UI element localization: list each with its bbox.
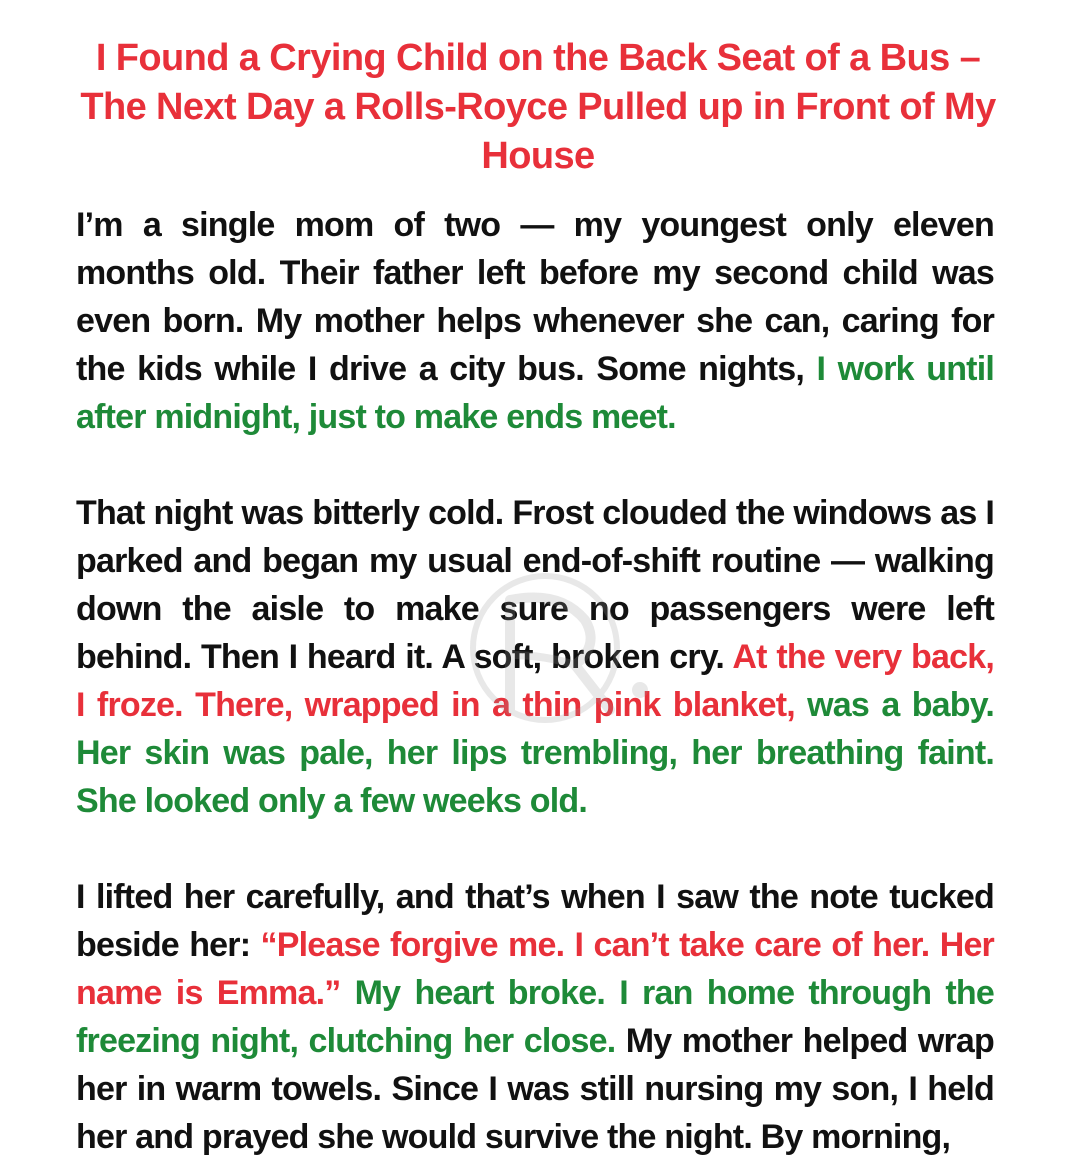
text-segment-black: I’m a single mom of two — my youngest only eleven months old. Their father left before my second child was even born. My mother helps whenever she can, caring for the kids while I drive a city bus. Some nights, xyxy=(76,206,994,388)
article-title: I Found a Crying Child on the Back Seat of a Bus – The Next Day a Rolls-Royce Pulled up in Front of My House xyxy=(80,37,996,177)
text-segment-red: “Please forgive me. I can’t take care of her. Her name is Emma.” xyxy=(76,926,994,1012)
text-segment-green: was a baby. Her skin was pale, her lips trembling, her breathing faint. She looked only a few weeks old. xyxy=(76,686,994,820)
text-segment-green: I work until after midnight, just to make ends meet. xyxy=(76,350,994,436)
article-paragraph xyxy=(76,873,994,1161)
article-paragraph xyxy=(76,201,994,441)
article-paragraph xyxy=(76,489,994,825)
text-segment-black: My mother helped wrap her in warm towels. Since I was still nursing my son, I held her and prayed she would survive the night. By morning, xyxy=(76,1022,994,1156)
text-segment-black: That night was bitterly cold. Frost clouded the windows as I parked and began my usual end-of-shift routine — walking down the aisle to make sure no passengers were left behind. Then I heard it. A soft, broken cry. xyxy=(76,494,994,676)
text-segment-black: I lifted her carefully, and that’s when I saw the note tucked beside her: xyxy=(76,878,994,964)
text-segment-red: At the very back, I froze. There, wrapped in a thin pink blanket, xyxy=(76,638,994,724)
article-body xyxy=(76,201,994,1168)
text-segment-green: My heart broke. I ran home through the freezing night, clutching her close. xyxy=(76,974,994,1060)
